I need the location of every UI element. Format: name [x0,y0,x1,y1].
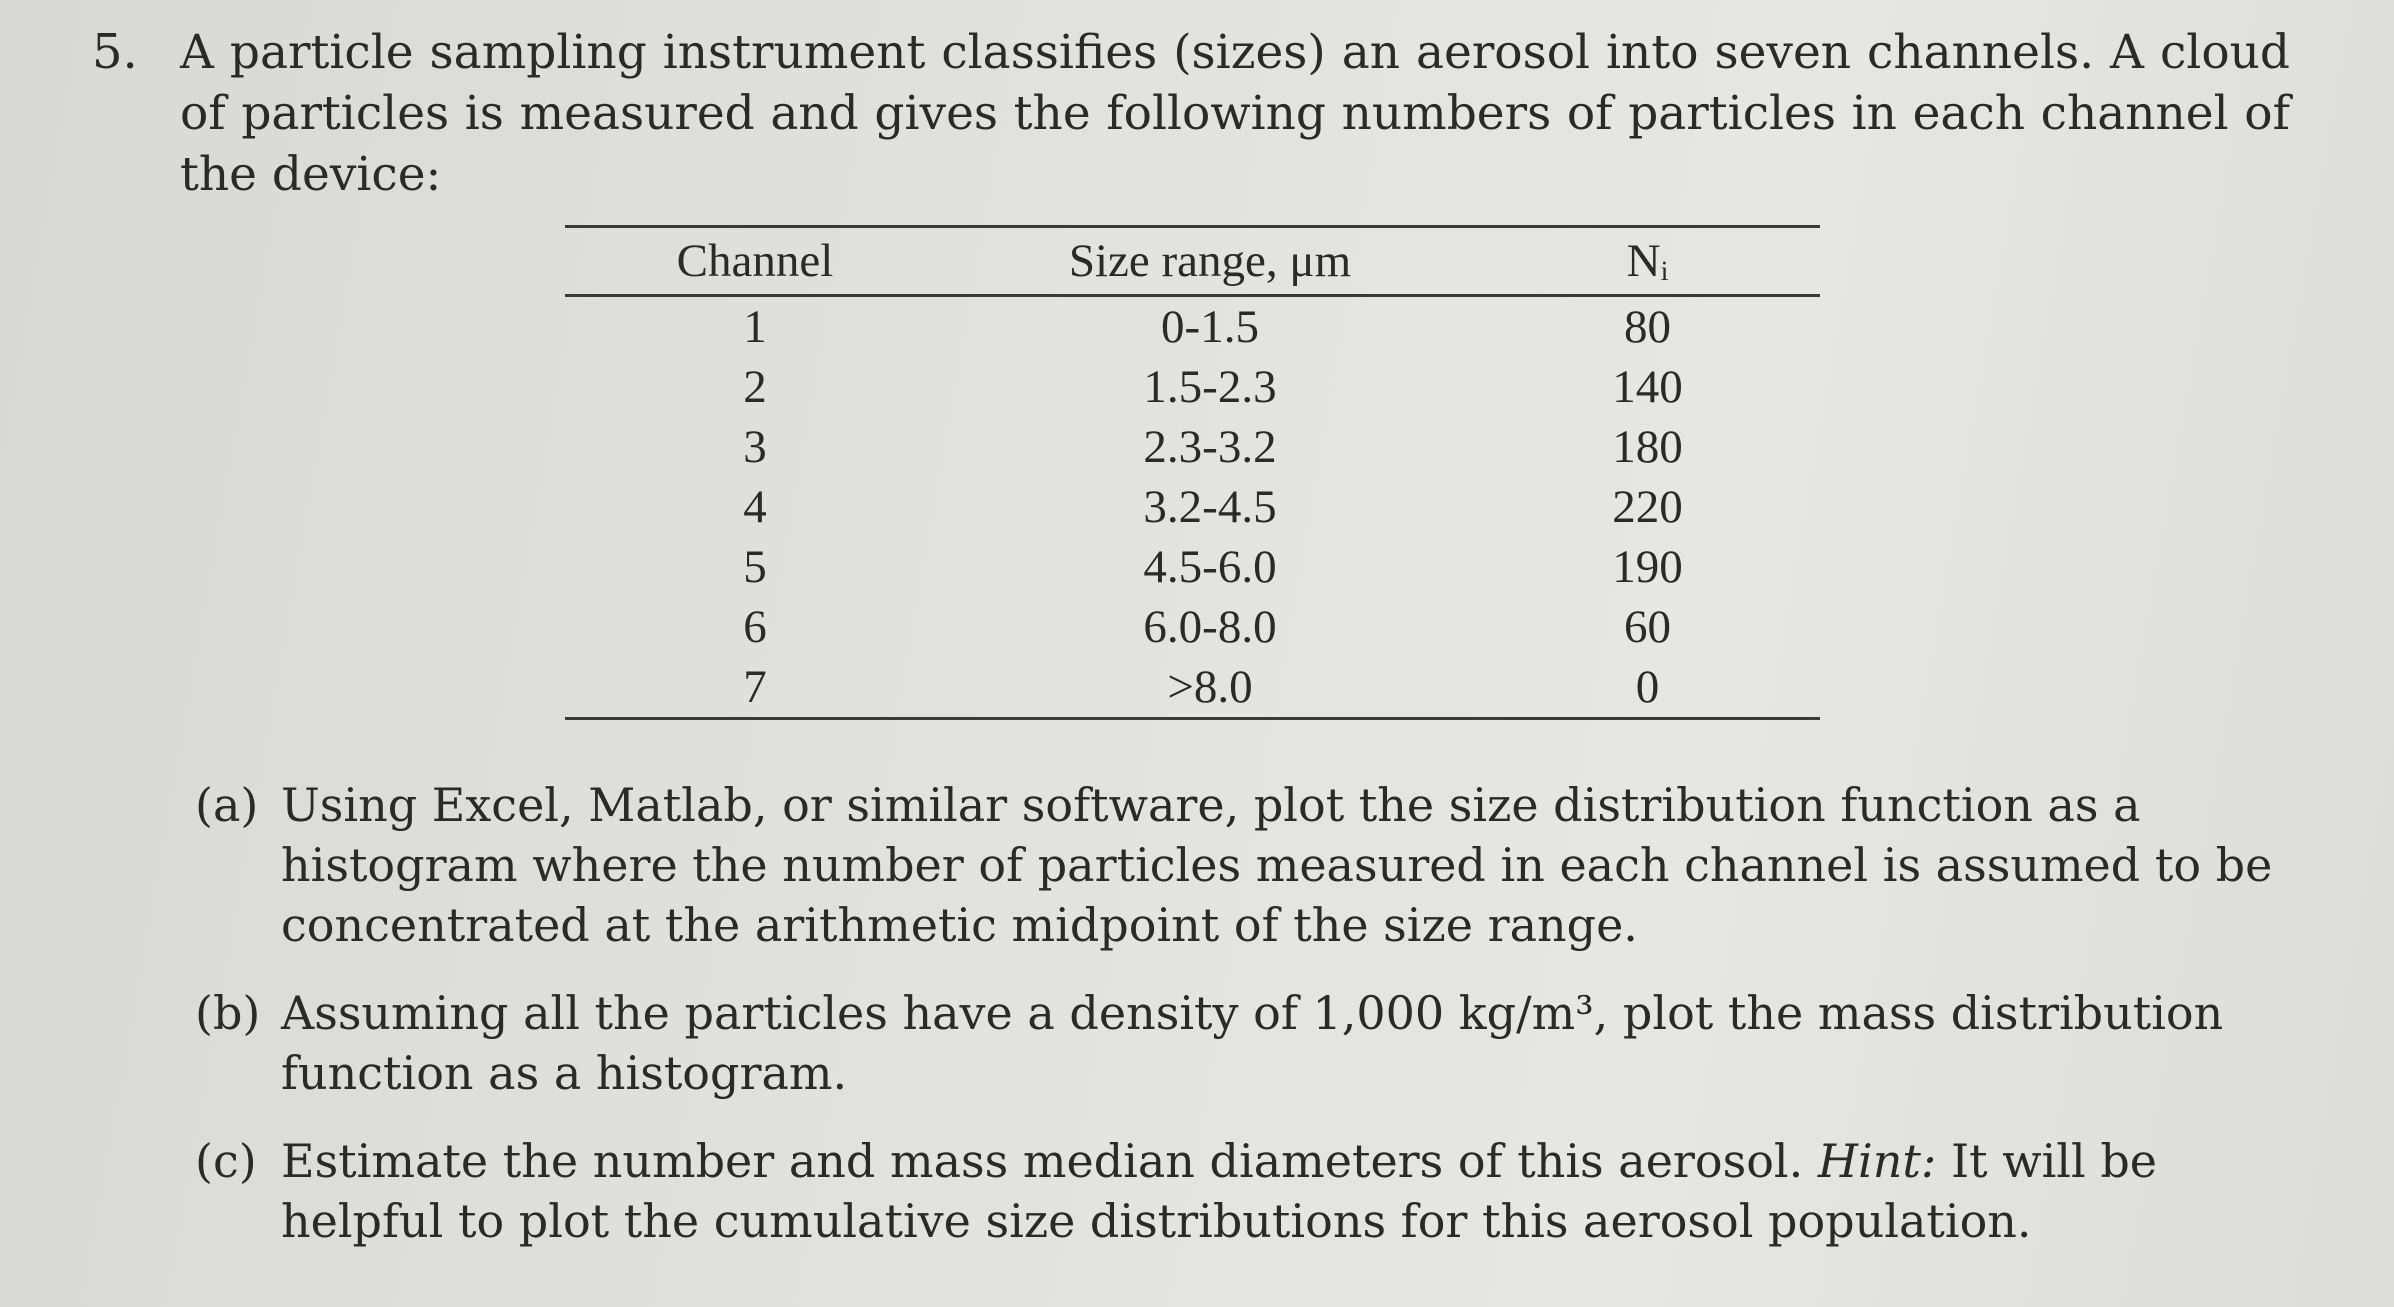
particle-channel-table [565,225,1820,720]
part-b [195,983,2275,1103]
problem-number: 5. [92,24,138,80]
cell-channel: 4 [743,481,767,533]
cell-channel: 5 [743,541,767,593]
cell-channel: 7 [743,661,767,713]
part-c-label: (c) [195,1134,257,1188]
cell-channel: 6 [743,601,767,653]
part-c-text-before: Estimate the number and mass median diameters of this aerosol. [281,1134,1804,1188]
header-size-range: Size range, μm [1068,235,1352,287]
header-count: Nᵢ [1626,235,1669,287]
cell-size-range: 3.2-4.5 [1143,481,1277,533]
part-c-hint: Hint: [1817,1134,1937,1188]
part-c [195,1131,2275,1251]
table-row [565,477,1820,537]
cell-count: 80 [1624,301,1671,353]
sub-questions [195,775,2275,1279]
table-header-row [565,227,1820,296]
table-row [565,657,1820,719]
cell-size-range: 2.3-3.2 [1143,421,1277,473]
cell-size-range: 6.0-8.0 [1143,601,1277,653]
part-b-label: (b) [195,986,261,1040]
header-channel: Channel [676,235,834,287]
cell-count: 60 [1624,601,1671,653]
part-c-text-after: It will be helpful to plot the cumulative size distributions for this aerosol population. [281,1134,2158,1248]
table-row [565,597,1820,657]
table-row [565,537,1820,597]
cell-channel: 2 [743,361,767,413]
problem-statement: A particle sampling instrument classifies (sizes) an aerosol into seven channels. A cloud of particles is measured and gives the following numbers of particles in each channel of the device: [180,25,2290,202]
table-row [565,296,1820,358]
cell-count: 190 [1612,541,1683,593]
table-row [565,417,1820,477]
part-a [195,775,2275,955]
cell-count: 140 [1612,361,1683,413]
cell-size-range: >8.0 [1167,661,1253,713]
part-a-text: Using Excel, Matlab, or similar software, plot the size distribution function as a histogram where the number of particles measured in each channel is assumed to be concentrated at the arithmetic midpoint of the size range. [281,778,2273,952]
cell-channel: 3 [743,421,767,473]
cell-count: 0 [1635,661,1660,713]
table-row [565,357,1820,417]
cell-channel: 1 [743,301,767,353]
cell-count: 220 [1612,481,1683,533]
cell-size-range: 0-1.5 [1161,301,1259,353]
cell-count: 180 [1612,421,1683,473]
cell-size-range: 1.5-2.3 [1143,361,1277,413]
part-a-label: (a) [195,778,259,832]
cell-size-range: 4.5-6.0 [1143,541,1277,593]
part-b-text: Assuming all the particles have a density of 1,000 kg/m³, plot the mass distribution function as a histogram. [281,986,2224,1100]
